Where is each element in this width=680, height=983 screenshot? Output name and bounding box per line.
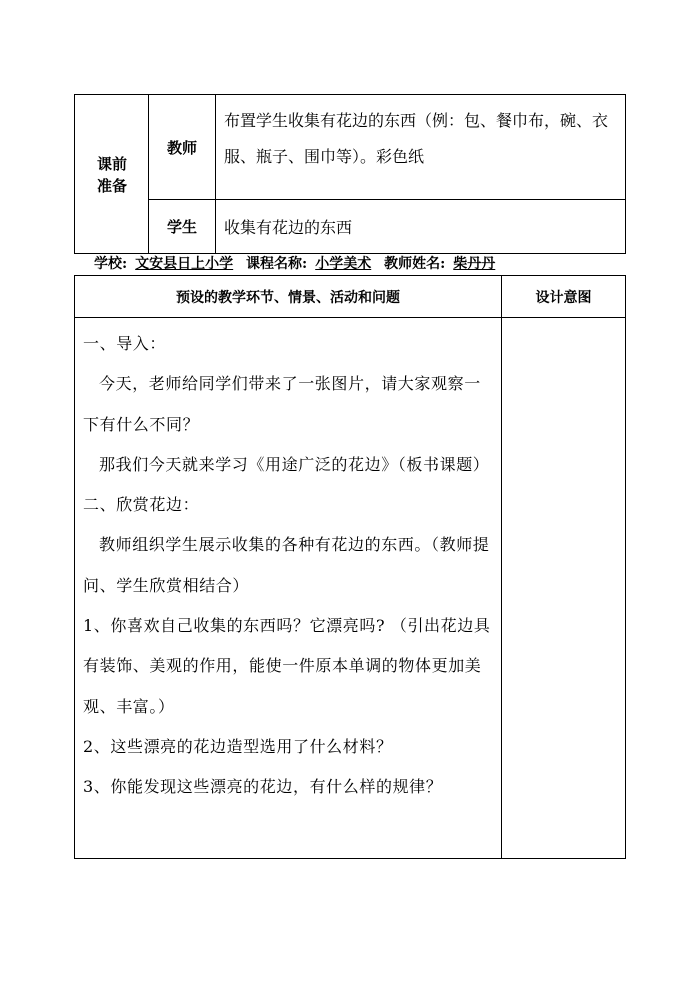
activities-content [83, 324, 495, 808]
appreciation-paragraph: 教师组织学生展示收集的各种有花边的东西。（教师提问、学生欣赏相结合） [83, 535, 490, 595]
question-1: 1、你喜欢自己收集的东西吗？它漂亮吗? （引出花边具有装饰、美观的作用，能使一件原本单调的物体更加美观、丰富。） [83, 616, 491, 716]
school-label: 学校: [94, 256, 128, 272]
teacher-name-value: 柴丹丹 [453, 256, 496, 272]
course-label: 课程名称: [246, 256, 308, 272]
column-divider [501, 276, 502, 858]
section-intro-heading: 一、导入： [83, 334, 167, 353]
prep-label-line1: 课前 [96, 155, 127, 173]
student-prep-row [149, 200, 625, 253]
teacher-label: 教师 [149, 95, 216, 199]
design-intent-header: 设计意图 [535, 290, 592, 306]
activities-header: 预设的教学环节、情景、活动和问题 [176, 290, 400, 306]
course-info-line [94, 254, 614, 274]
question-3: 3、你能发现这些漂亮的花边，有什么样的规律？ [83, 777, 443, 797]
student-prep-content: 收集有花边的东西 [224, 218, 353, 237]
lesson-plan-table [74, 275, 626, 859]
teacher-prep-content: 布置学生收集有花边的东西（例：包、餐巾布，碗、衣服、瓶子、围巾等）。彩色纸 [224, 111, 609, 166]
prep-label-cell [75, 95, 149, 253]
lesson-title-paragraph: 那我们今天就来学习《用途广泛的花边》（板书课题） [99, 454, 490, 474]
school-value: 文安县日上小学 [135, 256, 234, 272]
class-preparation-table [74, 94, 626, 254]
question-2: 2、这些漂亮的花边造型选用了什么材料？ [83, 736, 393, 756]
section-appreciation-heading: 二、欣赏花边： [83, 495, 200, 515]
course-value: 小学美术 [315, 256, 372, 272]
teacher-name-label: 教师姓名: [384, 256, 446, 272]
prep-label-line2: 准备 [96, 177, 127, 195]
teacher-prep-row [149, 95, 625, 200]
intro-paragraph: 今天，老师给同学们带来了一张图片，请大家观察一下有什么不同？ [83, 374, 481, 434]
student-label: 学生 [149, 200, 216, 253]
lesson-plan-header [75, 276, 625, 318]
